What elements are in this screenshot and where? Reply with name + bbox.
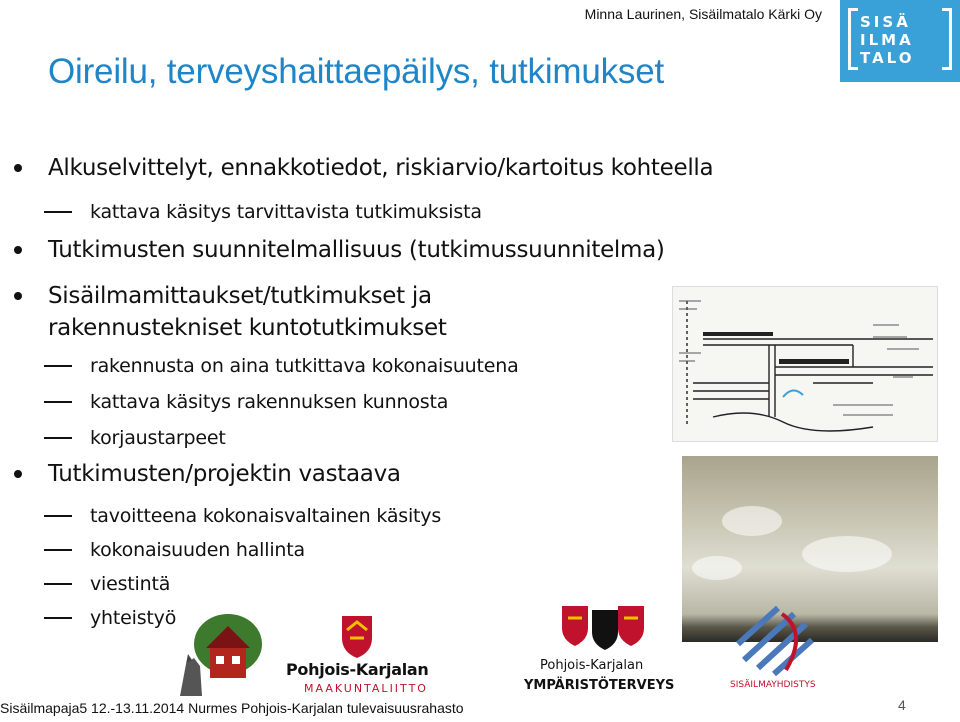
- ymp-logo-name: Pohjois-Karjalan: [540, 658, 644, 673]
- dash-marker: [44, 211, 72, 213]
- page-number: 4: [898, 697, 906, 713]
- bullet-dot: [14, 246, 22, 254]
- footer-text: Sisäilmapaja5 12.-13.11.2014 Nurmes Pohjois-Karjalan tulevaisuusrahasto: [0, 700, 464, 716]
- bullet-text: Alkuselvittelyt, ennakkotiedot, riskiarvio/kartoitus kohteella: [48, 155, 714, 181]
- logo-word-3: TALO: [860, 49, 915, 67]
- bullet-text: kattava käsitys rakennuksen kunnosta: [90, 391, 449, 413]
- sub-bullet-item: [44, 572, 170, 596]
- dash-marker: [44, 549, 72, 551]
- structure-drawing-svg: [673, 287, 939, 443]
- sub-bullet-item: [44, 504, 441, 528]
- ymparistoterveys-shields: [556, 604, 646, 662]
- bullet-item: [14, 460, 401, 488]
- bullet-item: [14, 236, 665, 264]
- ymp-logo-subtitle: YMPÄRISTÖTERVEYS: [524, 678, 675, 693]
- bullet-item: [14, 282, 432, 310]
- bullet-text: kattava käsitys tarvittavista tutkimuksista: [90, 201, 482, 223]
- sub-bullet-item: [44, 426, 226, 450]
- bullet-text: rakennusta on aina tutkittava kokonaisuutena: [90, 355, 519, 377]
- bullet-text: Sisäilmamittaukset/tutkimukset ja: [48, 283, 432, 309]
- bullet-text: tavoitteena kokonaisvaltainen käsitys: [90, 505, 442, 527]
- structure-drawing-image: [672, 286, 938, 442]
- sy-logo-name: SISÄILMAYHDISTYS: [730, 680, 816, 690]
- sub-bullet-item: [44, 606, 176, 630]
- red-house-wolf-logo: [176, 604, 262, 696]
- wall-stain: [692, 556, 742, 580]
- bullet-item: [14, 154, 713, 182]
- bullet-dot: [14, 164, 22, 172]
- sub-bullet-item: [44, 390, 448, 414]
- pk-logo-subtitle: MAAKUNTALIITTO: [304, 682, 428, 695]
- logo-word-1: SISÄ: [860, 13, 911, 31]
- sisailmatalo-logo: [840, 0, 960, 82]
- bullet-text: viestintä: [90, 573, 171, 595]
- slide-title: Oireilu, terveyshaittaepäilys, tutkimukset: [48, 52, 665, 91]
- bullet-text: yhteistyö: [90, 607, 177, 629]
- bullet-dot: [14, 470, 22, 478]
- bullet-text: Tutkimusten/projektin vastaava: [48, 461, 401, 487]
- bullet-text: rakennustekniset kuntotutkimukset: [48, 315, 447, 341]
- wall-stain: [722, 506, 782, 536]
- dash-marker: [44, 437, 72, 439]
- sub-bullet-item: [44, 200, 482, 224]
- dash-marker: [44, 617, 72, 619]
- bullet-text: Tutkimusten suunnitelmallisuus (tutkimussuunnitelma): [48, 237, 665, 263]
- bullet-item-continuation: [14, 314, 447, 342]
- author-credit: Minna Laurinen, Sisäilmatalo Kärki Oy: [584, 6, 822, 22]
- dash-marker: [44, 401, 72, 403]
- logo-word-2: ILMA: [860, 31, 914, 49]
- dash-marker: [44, 515, 72, 517]
- wall-stain: [802, 536, 892, 572]
- bullet-dot: [14, 292, 22, 300]
- dash-marker: [44, 583, 72, 585]
- bullet-text: korjaustarpeet: [90, 427, 226, 449]
- pk-logo-name: Pohjois-Karjalan: [286, 660, 429, 679]
- bullet-text: kokonaisuuden hallinta: [90, 539, 305, 561]
- sisailmayhdistys-logo: [734, 604, 814, 676]
- sub-bullet-item: [44, 354, 519, 378]
- sub-bullet-item: [44, 538, 305, 562]
- dash-marker: [44, 365, 72, 367]
